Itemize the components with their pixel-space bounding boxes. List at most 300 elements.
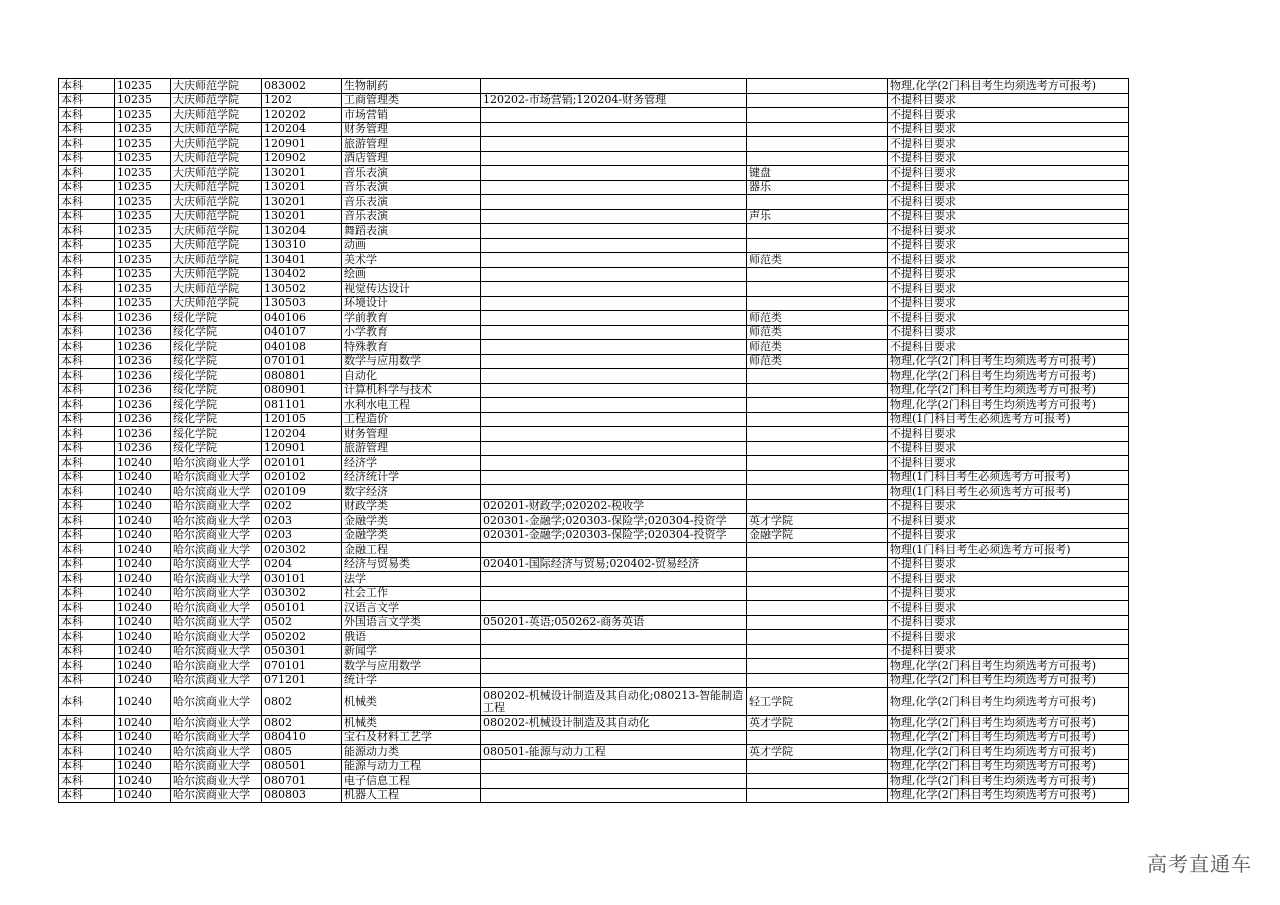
table-row (59, 730, 1129, 745)
major-name-cell: 美术学 (342, 253, 481, 268)
table-row (59, 441, 1129, 456)
table-body (59, 79, 1129, 803)
remark-cell (747, 557, 888, 572)
subject-requirement-cell: 不提科目要求 (888, 586, 1129, 601)
school-name-cell: 大庆师范学院 (171, 93, 262, 108)
table-row (59, 325, 1129, 340)
level-cell: 本科 (59, 673, 115, 688)
subject-requirement-cell: 不提科目要求 (888, 151, 1129, 166)
school-name-cell: 绥化学院 (171, 325, 262, 340)
remark-cell (747, 93, 888, 108)
remark-cell (747, 369, 888, 384)
included-majors-cell (481, 543, 747, 558)
major-name-cell: 社会工作 (342, 586, 481, 601)
level-cell: 本科 (59, 688, 115, 716)
major-name-cell: 法学 (342, 572, 481, 587)
school-code-cell: 10240 (115, 499, 171, 514)
major-code-cell: 020102 (262, 470, 342, 485)
major-name-cell: 水利水电工程 (342, 398, 481, 413)
school-code-cell: 10240 (115, 688, 171, 716)
major-name-cell: 汉语言文学 (342, 601, 481, 616)
level-cell: 本科 (59, 659, 115, 674)
school-code-cell: 10240 (115, 716, 171, 731)
table-row (59, 586, 1129, 601)
school-name-cell: 绥化学院 (171, 383, 262, 398)
remark-cell (747, 601, 888, 616)
school-code-cell: 10235 (115, 224, 171, 239)
major-code-cell: 1202 (262, 93, 342, 108)
table-row (59, 296, 1129, 311)
included-majors-cell (481, 282, 747, 297)
table-row (59, 601, 1129, 616)
school-code-cell: 10240 (115, 745, 171, 760)
remark-cell (747, 759, 888, 774)
school-code-cell: 10236 (115, 427, 171, 442)
major-code-cell: 0203 (262, 514, 342, 529)
major-code-cell: 130502 (262, 282, 342, 297)
school-name-cell: 哈尔滨商业大学 (171, 586, 262, 601)
major-name-cell: 经济学 (342, 456, 481, 471)
major-code-cell: 080410 (262, 730, 342, 745)
school-code-cell: 10236 (115, 441, 171, 456)
major-name-cell: 音乐表演 (342, 166, 481, 181)
remark-cell (747, 398, 888, 413)
major-code-cell: 071201 (262, 673, 342, 688)
major-name-cell: 旅游管理 (342, 441, 481, 456)
table-row (59, 456, 1129, 471)
subject-requirement-cell: 不提科目要求 (888, 108, 1129, 123)
remark-cell (747, 630, 888, 645)
school-name-cell: 大庆师范学院 (171, 253, 262, 268)
included-majors-cell (481, 383, 747, 398)
remark-cell (747, 774, 888, 789)
school-code-cell: 10236 (115, 398, 171, 413)
remark-cell (747, 427, 888, 442)
level-cell: 本科 (59, 543, 115, 558)
included-majors-cell (481, 427, 747, 442)
level-cell: 本科 (59, 383, 115, 398)
level-cell: 本科 (59, 716, 115, 731)
major-name-cell: 数字经济 (342, 485, 481, 500)
subject-requirement-cell: 不提科目要求 (888, 441, 1129, 456)
school-name-cell: 绥化学院 (171, 354, 262, 369)
school-name-cell: 绥化学院 (171, 441, 262, 456)
school-code-cell: 10240 (115, 601, 171, 616)
subject-requirement-cell: 不提科目要求 (888, 557, 1129, 572)
school-code-cell: 10235 (115, 253, 171, 268)
subject-requirement-cell: 不提科目要求 (888, 427, 1129, 442)
included-majors-cell (481, 788, 747, 803)
remark-cell: 师范类 (747, 311, 888, 326)
level-cell: 本科 (59, 412, 115, 427)
subject-requirement-cell: 物理,化学(2门科目考生均须选考方可报考) (888, 688, 1129, 716)
major-code-cell: 130204 (262, 224, 342, 239)
included-majors-cell (481, 166, 747, 181)
school-code-cell: 10236 (115, 412, 171, 427)
school-code-cell: 10235 (115, 79, 171, 94)
level-cell: 本科 (59, 730, 115, 745)
subject-requirement-cell: 不提科目要求 (888, 122, 1129, 137)
school-name-cell: 哈尔滨商业大学 (171, 688, 262, 716)
level-cell: 本科 (59, 122, 115, 137)
table-row (59, 108, 1129, 123)
table-row (59, 788, 1129, 803)
included-majors-cell (481, 122, 747, 137)
major-name-cell: 酒店管理 (342, 151, 481, 166)
school-code-cell: 10240 (115, 615, 171, 630)
major-code-cell: 080803 (262, 788, 342, 803)
remark-cell (747, 572, 888, 587)
school-name-cell: 哈尔滨商业大学 (171, 759, 262, 774)
included-majors-cell (481, 659, 747, 674)
major-name-cell: 小学教育 (342, 325, 481, 340)
remark-cell: 师范类 (747, 325, 888, 340)
level-cell: 本科 (59, 209, 115, 224)
remark-cell (747, 615, 888, 630)
level-cell: 本科 (59, 79, 115, 94)
school-name-cell: 哈尔滨商业大学 (171, 470, 262, 485)
subject-requirement-cell: 物理(1门科目考生必须选考方可报考) (888, 485, 1129, 500)
school-name-cell: 绥化学院 (171, 398, 262, 413)
remark-cell (747, 224, 888, 239)
table-row (59, 79, 1129, 94)
school-name-cell: 哈尔滨商业大学 (171, 528, 262, 543)
table-row (59, 543, 1129, 558)
remark-cell: 英才学院 (747, 716, 888, 731)
major-code-cell: 040107 (262, 325, 342, 340)
remark-cell: 金融学院 (747, 528, 888, 543)
school-code-cell: 10240 (115, 572, 171, 587)
major-code-cell: 120901 (262, 137, 342, 152)
major-name-cell: 机器人工程 (342, 788, 481, 803)
school-name-cell: 大庆师范学院 (171, 79, 262, 94)
included-majors-cell (481, 311, 747, 326)
table-row (59, 398, 1129, 413)
level-cell: 本科 (59, 398, 115, 413)
level-cell: 本科 (59, 354, 115, 369)
major-code-cell: 080901 (262, 383, 342, 398)
major-name-cell: 财务管理 (342, 122, 481, 137)
level-cell: 本科 (59, 427, 115, 442)
school-name-cell: 哈尔滨商业大学 (171, 716, 262, 731)
major-name-cell: 新闻学 (342, 644, 481, 659)
remark-cell (747, 673, 888, 688)
school-name-cell: 绥化学院 (171, 311, 262, 326)
school-name-cell: 哈尔滨商业大学 (171, 572, 262, 587)
major-code-cell: 0802 (262, 716, 342, 731)
included-majors-cell (481, 108, 747, 123)
remark-cell (747, 137, 888, 152)
table-row (59, 195, 1129, 210)
level-cell: 本科 (59, 557, 115, 572)
major-code-cell: 050202 (262, 630, 342, 645)
subject-requirement-cell: 不提科目要求 (888, 166, 1129, 181)
major-code-cell: 020302 (262, 543, 342, 558)
major-name-cell: 特殊教育 (342, 340, 481, 355)
school-name-cell: 哈尔滨商业大学 (171, 456, 262, 471)
major-code-cell: 070101 (262, 659, 342, 674)
subject-requirement-cell: 物理(1门科目考生必须选考方可报考) (888, 470, 1129, 485)
major-name-cell: 能源与动力工程 (342, 759, 481, 774)
subject-requirement-cell: 不提科目要求 (888, 296, 1129, 311)
major-name-cell: 机械类 (342, 688, 481, 716)
included-majors-cell: 080202-机械设计制造及其自动化;080213-智能制造工程 (481, 688, 747, 716)
subject-requirement-cell: 不提科目要求 (888, 456, 1129, 471)
table-row (59, 383, 1129, 398)
remark-cell (747, 412, 888, 427)
included-majors-cell: 080501-能源与动力工程 (481, 745, 747, 760)
major-name-cell: 动画 (342, 238, 481, 253)
major-name-cell: 视觉传达设计 (342, 282, 481, 297)
table-row (59, 557, 1129, 572)
remark-cell (747, 470, 888, 485)
level-cell: 本科 (59, 586, 115, 601)
school-code-cell: 10236 (115, 325, 171, 340)
included-majors-cell (481, 137, 747, 152)
level-cell: 本科 (59, 630, 115, 645)
school-name-cell: 哈尔滨商业大学 (171, 543, 262, 558)
included-majors-cell (481, 441, 747, 456)
table-row (59, 615, 1129, 630)
major-code-cell: 0204 (262, 557, 342, 572)
subject-requirement-cell: 物理,化学(2门科目考生均须选考方可报考) (888, 383, 1129, 398)
major-name-cell: 俄语 (342, 630, 481, 645)
school-name-cell: 大庆师范学院 (171, 224, 262, 239)
school-name-cell: 哈尔滨商业大学 (171, 557, 262, 572)
remark-cell (747, 586, 888, 601)
school-name-cell: 哈尔滨商业大学 (171, 659, 262, 674)
major-code-cell: 0805 (262, 745, 342, 760)
school-code-cell: 10240 (115, 485, 171, 500)
major-name-cell: 工程造价 (342, 412, 481, 427)
remark-cell (747, 195, 888, 210)
major-code-cell: 083002 (262, 79, 342, 94)
included-majors-cell: 020301-金融学;020303-保险学;020304-投资学 (481, 514, 747, 529)
level-cell: 本科 (59, 195, 115, 210)
school-name-cell: 大庆师范学院 (171, 166, 262, 181)
school-code-cell: 10236 (115, 340, 171, 355)
table-row (59, 716, 1129, 731)
level-cell: 本科 (59, 470, 115, 485)
remark-cell: 师范类 (747, 253, 888, 268)
major-name-cell: 金融学类 (342, 514, 481, 529)
major-code-cell: 070101 (262, 354, 342, 369)
school-code-cell: 10235 (115, 209, 171, 224)
major-name-cell: 宝石及材料工艺学 (342, 730, 481, 745)
level-cell: 本科 (59, 788, 115, 803)
subject-requirement-cell: 物理,化学(2门科目考生均须选考方可报考) (888, 673, 1129, 688)
table-row (59, 659, 1129, 674)
table-row (59, 93, 1129, 108)
school-code-cell: 10235 (115, 180, 171, 195)
table-row (59, 180, 1129, 195)
level-cell: 本科 (59, 615, 115, 630)
level-cell: 本科 (59, 572, 115, 587)
remark-cell: 英才学院 (747, 514, 888, 529)
remark-cell: 师范类 (747, 354, 888, 369)
school-code-cell: 10240 (115, 788, 171, 803)
subject-requirement-cell: 不提科目要求 (888, 93, 1129, 108)
table-row (59, 774, 1129, 789)
included-majors-cell (481, 774, 747, 789)
level-cell: 本科 (59, 369, 115, 384)
remark-cell (747, 122, 888, 137)
school-name-cell: 大庆师范学院 (171, 151, 262, 166)
school-code-cell: 10235 (115, 151, 171, 166)
major-name-cell: 数学与应用数学 (342, 354, 481, 369)
school-code-cell: 10235 (115, 137, 171, 152)
school-code-cell: 10236 (115, 369, 171, 384)
school-name-cell: 绥化学院 (171, 340, 262, 355)
major-code-cell: 050301 (262, 644, 342, 659)
major-name-cell: 数学与应用数学 (342, 659, 481, 674)
remark-cell (747, 267, 888, 282)
included-majors-cell (481, 601, 747, 616)
major-name-cell: 市场营销 (342, 108, 481, 123)
included-majors-cell (481, 180, 747, 195)
school-code-cell: 10240 (115, 659, 171, 674)
school-name-cell: 大庆师范学院 (171, 267, 262, 282)
major-code-cell: 130402 (262, 267, 342, 282)
major-name-cell: 音乐表演 (342, 195, 481, 210)
major-name-cell: 金融学类 (342, 528, 481, 543)
level-cell: 本科 (59, 340, 115, 355)
level-cell: 本科 (59, 253, 115, 268)
school-code-cell: 10235 (115, 122, 171, 137)
table-row (59, 485, 1129, 500)
level-cell: 本科 (59, 151, 115, 166)
table-row (59, 745, 1129, 760)
school-name-cell: 大庆师范学院 (171, 137, 262, 152)
included-majors-cell (481, 325, 747, 340)
subject-requirement-cell: 不提科目要求 (888, 340, 1129, 355)
major-name-cell: 生物制药 (342, 79, 481, 94)
remark-cell: 声乐 (747, 209, 888, 224)
table-row (59, 238, 1129, 253)
remark-cell (747, 441, 888, 456)
subject-requirement-cell: 不提科目要求 (888, 238, 1129, 253)
table-row (59, 311, 1129, 326)
school-code-cell: 10235 (115, 267, 171, 282)
school-code-cell: 10240 (115, 470, 171, 485)
school-name-cell: 大庆师范学院 (171, 238, 262, 253)
included-majors-cell (481, 296, 747, 311)
subject-requirement-cell: 不提科目要求 (888, 180, 1129, 195)
included-majors-cell (481, 398, 747, 413)
included-majors-cell: 020301-金融学;020303-保险学;020304-投资学 (481, 528, 747, 543)
subject-requirement-cell: 不提科目要求 (888, 267, 1129, 282)
level-cell: 本科 (59, 296, 115, 311)
table-row (59, 514, 1129, 529)
subject-requirement-cell: 不提科目要求 (888, 615, 1129, 630)
major-code-cell: 080801 (262, 369, 342, 384)
school-code-cell: 10236 (115, 383, 171, 398)
school-code-cell: 10235 (115, 166, 171, 181)
major-name-cell: 统计学 (342, 673, 481, 688)
school-name-cell: 大庆师范学院 (171, 122, 262, 137)
subject-requirement-cell: 物理,化学(2门科目考生均须选考方可报考) (888, 774, 1129, 789)
subject-requirement-cell: 不提科目要求 (888, 224, 1129, 239)
included-majors-cell (481, 759, 747, 774)
included-majors-cell (481, 253, 747, 268)
table-row (59, 673, 1129, 688)
school-code-cell: 10235 (115, 93, 171, 108)
school-name-cell: 哈尔滨商业大学 (171, 514, 262, 529)
school-code-cell: 10240 (115, 644, 171, 659)
level-cell: 本科 (59, 441, 115, 456)
major-code-cell: 130201 (262, 166, 342, 181)
subject-requirement-cell: 不提科目要求 (888, 325, 1129, 340)
remark-cell (747, 499, 888, 514)
included-majors-cell (481, 485, 747, 500)
remark-cell (747, 79, 888, 94)
school-code-cell: 10236 (115, 311, 171, 326)
subject-requirement-cell: 不提科目要求 (888, 137, 1129, 152)
school-code-cell: 10240 (115, 586, 171, 601)
table-row (59, 369, 1129, 384)
remark-cell (747, 456, 888, 471)
subject-requirement-cell: 不提科目要求 (888, 601, 1129, 616)
subject-requirement-cell: 物理(1门科目考生必须选考方可报考) (888, 543, 1129, 558)
major-code-cell: 130201 (262, 180, 342, 195)
subject-requirement-cell: 不提科目要求 (888, 499, 1129, 514)
subject-requirement-cell: 物理,化学(2门科目考生均须选考方可报考) (888, 716, 1129, 731)
major-code-cell: 020109 (262, 485, 342, 500)
school-name-cell: 哈尔滨商业大学 (171, 673, 262, 688)
table-row (59, 528, 1129, 543)
school-code-cell: 10240 (115, 673, 171, 688)
subject-requirement-cell: 不提科目要求 (888, 528, 1129, 543)
level-cell: 本科 (59, 108, 115, 123)
major-name-cell: 能源动力类 (342, 745, 481, 760)
table-row (59, 282, 1129, 297)
table-row (59, 122, 1129, 137)
level-cell: 本科 (59, 774, 115, 789)
included-majors-cell (481, 572, 747, 587)
included-majors-cell: 020201-财政学;020202-税收学 (481, 499, 747, 514)
major-code-cell: 120204 (262, 427, 342, 442)
major-name-cell: 自动化 (342, 369, 481, 384)
subject-requirement-cell: 物理,化学(2门科目考生均须选考方可报考) (888, 79, 1129, 94)
subject-requirement-cell: 物理,化学(2门科目考生均须选考方可报考) (888, 398, 1129, 413)
major-code-cell: 120202 (262, 108, 342, 123)
school-code-cell: 10240 (115, 528, 171, 543)
major-code-cell: 030101 (262, 572, 342, 587)
school-name-cell: 绥化学院 (171, 427, 262, 442)
included-majors-cell (481, 195, 747, 210)
school-name-cell: 哈尔滨商业大学 (171, 630, 262, 645)
major-code-cell: 130201 (262, 195, 342, 210)
level-cell: 本科 (59, 745, 115, 760)
level-cell: 本科 (59, 601, 115, 616)
table-row (59, 572, 1129, 587)
subject-requirement-cell: 物理(1门科目考生必须选考方可报考) (888, 412, 1129, 427)
school-code-cell: 10240 (115, 456, 171, 471)
major-name-cell: 机械类 (342, 716, 481, 731)
major-name-cell: 外国语言文学类 (342, 615, 481, 630)
table-row (59, 644, 1129, 659)
subject-requirement-cell: 物理,化学(2门科目考生均须选考方可报考) (888, 745, 1129, 760)
school-name-cell: 哈尔滨商业大学 (171, 644, 262, 659)
level-cell: 本科 (59, 238, 115, 253)
school-code-cell: 10235 (115, 238, 171, 253)
table-row (59, 630, 1129, 645)
included-majors-cell: 050201-英语;050262-商务英语 (481, 615, 747, 630)
major-name-cell: 金融工程 (342, 543, 481, 558)
major-code-cell: 120105 (262, 412, 342, 427)
remark-cell: 键盘 (747, 166, 888, 181)
school-name-cell: 大庆师范学院 (171, 209, 262, 224)
